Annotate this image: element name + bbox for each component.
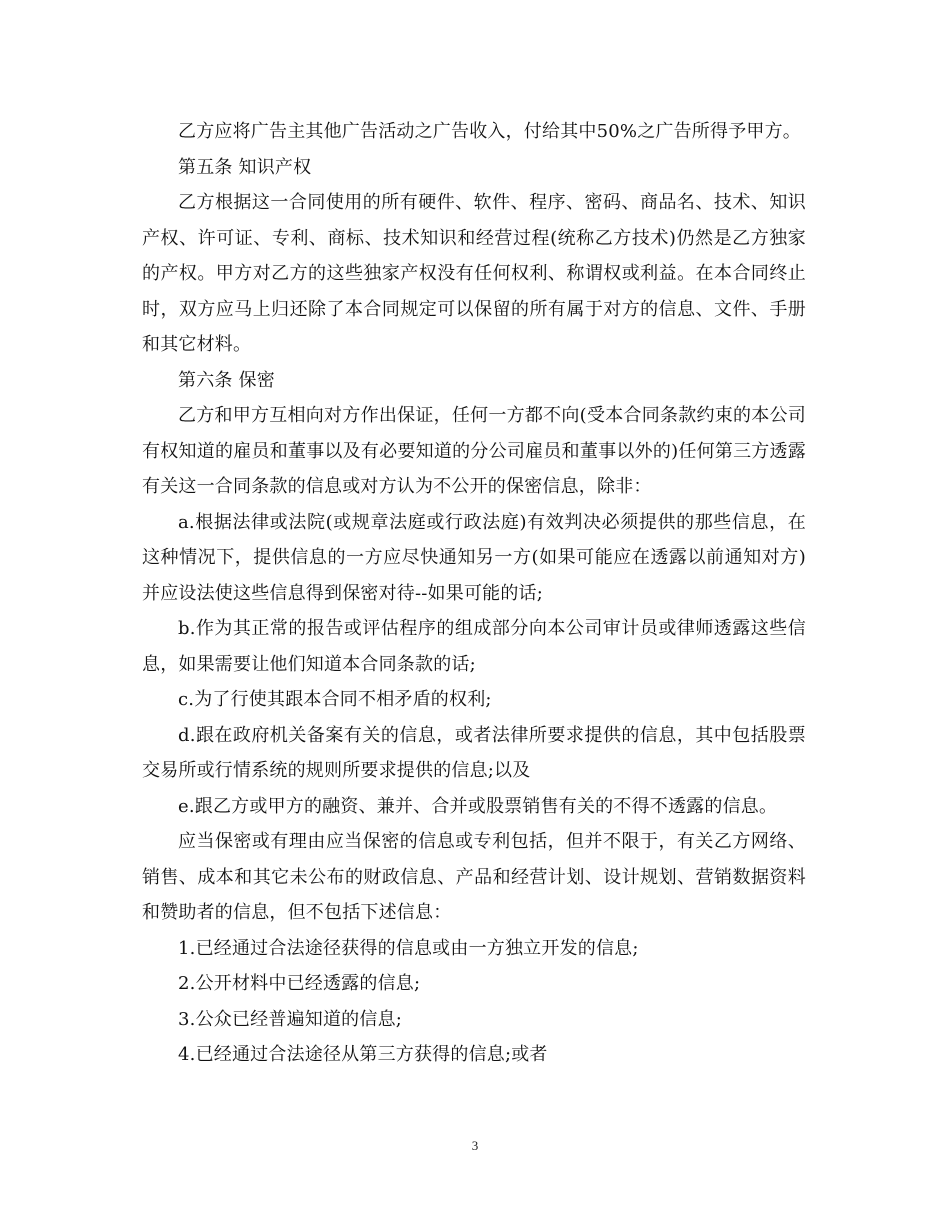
list-item-c: c.为了行使其跟本合同不相矛盾的权利; bbox=[178, 689, 492, 710]
list-item-4: 4.已经通过合法途径从第三方获得的信息;或者 bbox=[178, 1044, 548, 1065]
list-item-a: a.根据法律或法院(或规章法庭或行政法庭)有效判决必须提供的那些信息，在这种情况下，提供信息的一方应尽快通知另一方(如果可能应在透露以前通知对方)并应设法使这些信息得到保密对待--如果可能的话; bbox=[142, 511, 806, 604]
paragraph-ip-ownership: 乙方根据这一合同使用的所有硬件、软件、程序、密码、商品名、技术、知识产权、许可证、专利、商标、技术知识和经营过程(统称乙方技术)仍然是乙方独家的产权。甲方对乙方的这些独家产权没有任何权利、称谓权或利益。在本合同终止时，双方应马上归还除了本合同规定可以保留的所有属于对方的信息、文件、手册和其它材料。 bbox=[142, 192, 806, 355]
list-item-b: b.作为其正常的报告或评估程序的组成部分向本公司审计员或律师透露这些信息，如果需要让他们知道本合同条款的话; bbox=[142, 618, 806, 675]
list-item-1: 1.已经通过合法途径获得的信息或由一方独立开发的信息; bbox=[178, 937, 639, 959]
paragraph-confidentiality-warranty: 乙方和甲方互相向对方作出保证，任何一方都不向(受本合同条款约束的本公司有权知道的雇员和董事以及有必要知道的分公司雇员和董事以外的)任何第三方透露有关这一合同条款的信息或对方认为不公开的保密信息，除非： bbox=[142, 405, 806, 497]
paragraph-ad-revenue: 乙方应将广告主其他广告活动之广告收入，付给其中50%之广告所得予甲方。 bbox=[178, 121, 802, 142]
section-heading-article-6: 第六条 保密 bbox=[178, 369, 275, 391]
list-item-e: e.跟乙方或甲方的融资、兼并、合并或股票销售有关的不得不透露的信息。 bbox=[178, 795, 778, 817]
page-number: 3 bbox=[471, 1138, 479, 1153]
section-heading-article-5: 第五条 知识产权 bbox=[178, 156, 312, 178]
list-item-3: 3.公众已经普遍知道的信息; bbox=[178, 1008, 403, 1030]
list-item-2: 2.公开材料中已经透露的信息; bbox=[178, 973, 421, 994]
document-body bbox=[142, 114, 806, 1073]
paragraph-confidential-info-scope: 应当保密或有理由应当保密的信息或专利包括，但并不限于，有关乙方网络、销售、成本和其它未公布的财政信息、产品和经营计划、设计规划、营销数据资料和赞助者的信息，但不包括下述信息： bbox=[142, 831, 806, 923]
list-item-d: d.跟在政府机关备案有关的信息，或者法律所要求提供的信息，其中包括股票交易所或行情系统的规则所要求提供的信息;以及 bbox=[142, 724, 806, 781]
